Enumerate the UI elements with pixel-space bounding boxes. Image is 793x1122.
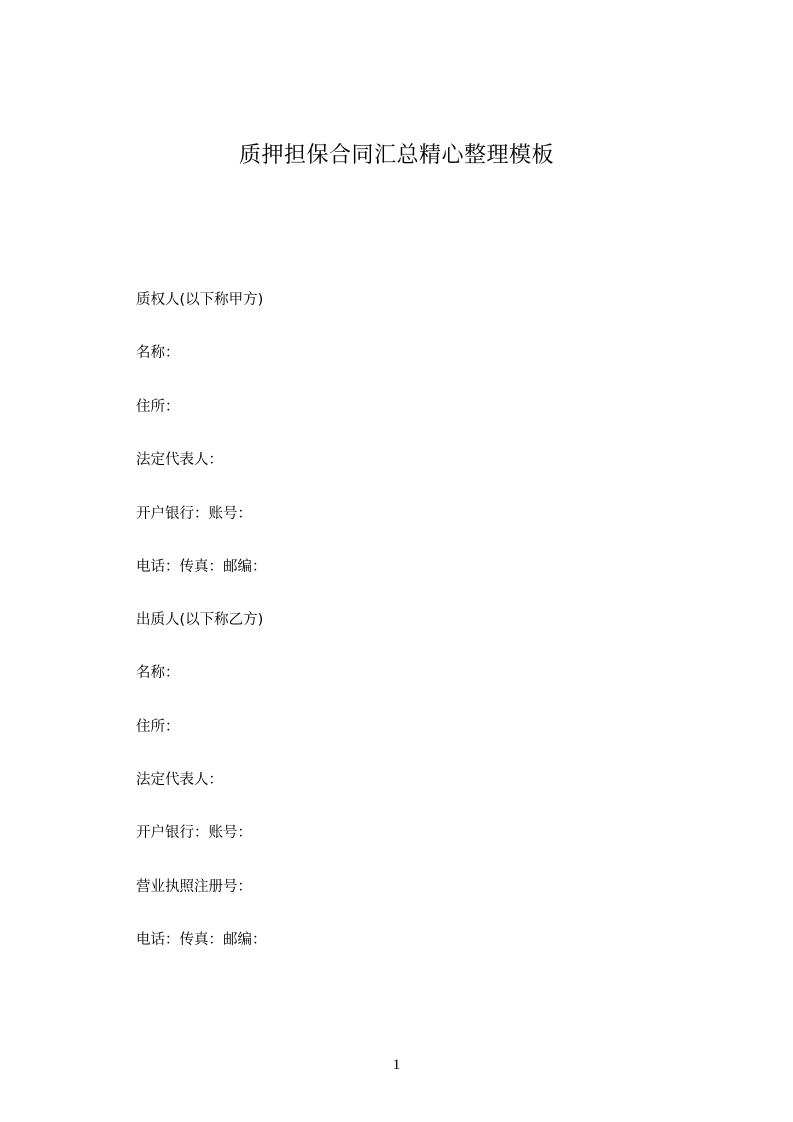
pledgee-heading: 质权人(以下称甲方) [136,292,264,308]
pledgor-legal-rep-field: 法定代表人： [136,772,223,788]
pledgor-bank-account-field: 开户银行：账号： [136,825,252,841]
pledgor-license-field: 营业执照注册号： [136,879,252,895]
pledgor-address-field: 住所： [136,719,180,735]
pledgee-contact-field: 电话：传真：邮编： [136,559,267,575]
document-title: 质押担保合同汇总精心整理模板 [238,143,554,168]
pledgee-address-field: 住所： [136,399,180,415]
pledgee-legal-rep-field: 法定代表人： [136,452,223,468]
pledgee-bank-account-field: 开户银行：账号： [136,506,252,522]
pledgee-name-field: 名称： [136,345,180,361]
page-number: 1 [392,1057,401,1073]
pledgor-heading: 出质人(以下称乙方) [136,612,264,628]
pledgor-contact-field: 电话：传真：邮编： [136,932,267,948]
pledgor-name-field: 名称： [136,665,180,681]
